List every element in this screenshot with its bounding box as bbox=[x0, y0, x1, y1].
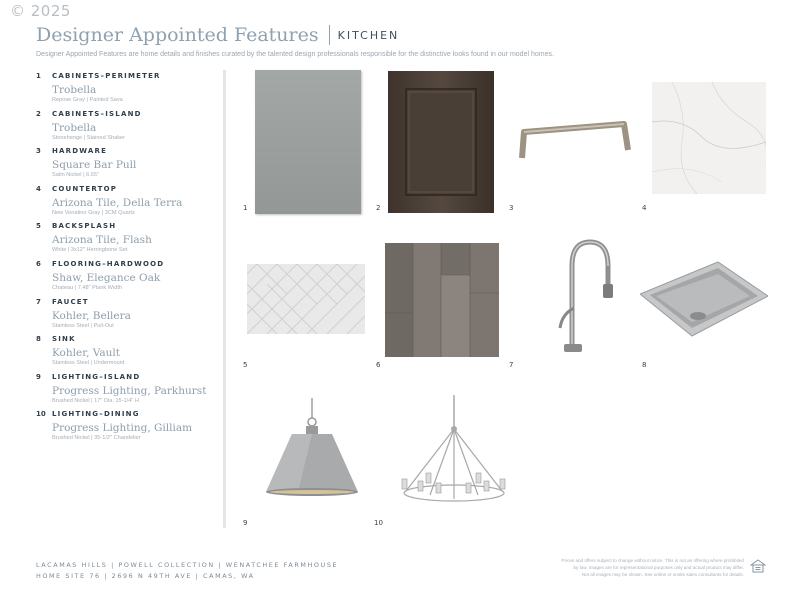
list-item bbox=[36, 373, 221, 411]
item-category: CABINETS–ISLAND bbox=[52, 109, 142, 118]
list-item bbox=[36, 260, 221, 298]
item-category: COUNTERTOP bbox=[52, 184, 118, 193]
vertical-divider bbox=[223, 70, 226, 528]
title-divider bbox=[329, 25, 330, 45]
page-title: Designer Appointed Features bbox=[36, 24, 319, 46]
item-spec: Brushed Nickel | 35-1/2" Chandelier bbox=[52, 435, 141, 442]
swatch-sink bbox=[640, 260, 768, 338]
item-category: LIGHTING–ISLAND bbox=[52, 372, 141, 381]
disclaimer-line-2: by law. Images are for representational purposes only and actual product may differ. bbox=[573, 565, 744, 570]
item-number: 1 bbox=[36, 72, 41, 80]
swatch-cabinets-island bbox=[388, 71, 494, 213]
item-product: Trobella bbox=[52, 121, 97, 134]
item-spec: Satin Nickel | 6.65" bbox=[52, 172, 99, 179]
item-number: 10 bbox=[36, 410, 46, 419]
item-spec: Brushed Nickel | 17" Dia. 15-1/4" H bbox=[52, 397, 139, 404]
item-product: Trobella bbox=[52, 84, 97, 96]
list-item bbox=[36, 298, 221, 336]
item-number: 5 bbox=[36, 222, 41, 231]
disclaimer-line-3: Not all images may be shown. See online or onsite sales consultants for details. bbox=[581, 572, 744, 577]
item-spec: Stainless Steel | Undermount bbox=[52, 360, 125, 367]
item-product: Progress Lighting, Parkhurst bbox=[52, 384, 207, 397]
item-label: 9 bbox=[243, 519, 248, 527]
item-spec: Repose Gray | Painted Sava bbox=[52, 97, 123, 103]
item-number: 4 bbox=[36, 184, 41, 193]
list-item bbox=[36, 335, 221, 373]
swatch-countertop bbox=[652, 82, 766, 194]
item-label: 6 bbox=[376, 361, 381, 369]
item-product: Kohler, Vault bbox=[52, 347, 120, 360]
page-header bbox=[36, 24, 780, 58]
item-label: 1 bbox=[243, 204, 248, 212]
item-product: Arizona Tile, Della Terra bbox=[52, 196, 183, 209]
item-spec: Chateau | 7.48" Plank Width bbox=[52, 284, 122, 291]
item-label: 5 bbox=[243, 361, 248, 369]
item-label: 8 bbox=[642, 361, 647, 369]
item-category: FLOORING–HARDWOOD bbox=[52, 259, 165, 268]
list-item bbox=[36, 147, 221, 185]
item-category: LIGHTING–DINING bbox=[52, 410, 140, 419]
item-label: 7 bbox=[509, 361, 514, 369]
footer-line-2: HOME SITE 76 | 2696 N 49TH AVE | CAMAS, WA bbox=[36, 572, 255, 580]
list-item bbox=[36, 110, 221, 148]
item-product: Square Bar Pull bbox=[52, 159, 137, 172]
footer-line-1: LACAMAS HILLS | POWELL COLLECTION | WENATCHEE FARMHOUSE bbox=[36, 561, 339, 569]
page-subtitle: Designer Appointed Features are home details and finishes curated by the talented design professionals responsible for the distinctive looks found in our model homes. bbox=[36, 51, 554, 58]
swatch-chandelier bbox=[396, 395, 512, 505]
list-item bbox=[36, 185, 221, 223]
list-item bbox=[36, 72, 221, 110]
item-spec: White | 3x12" Herringbone Set bbox=[52, 247, 128, 254]
item-category: FAUCET bbox=[52, 297, 89, 306]
item-product: Progress Lighting, Gilliam bbox=[52, 422, 193, 435]
item-number: 8 bbox=[36, 335, 41, 344]
item-category: BACKSPLASH bbox=[52, 222, 117, 231]
item-category: CABINETS–PERIMETER bbox=[52, 72, 161, 80]
item-category: HARDWARE bbox=[52, 147, 108, 156]
item-spec: Stainless Steel | Pull-Out bbox=[52, 322, 114, 329]
copyright-mark: © 2025 bbox=[10, 2, 71, 20]
item-product: Arizona Tile, Flash bbox=[52, 234, 152, 247]
swatch-cabinets-perimeter bbox=[255, 70, 361, 214]
swatch-flooring bbox=[385, 243, 499, 357]
swatch-faucet bbox=[550, 236, 616, 354]
equal-housing-icon bbox=[750, 559, 766, 573]
item-number: 2 bbox=[36, 109, 41, 118]
item-label: 4 bbox=[642, 204, 647, 212]
item-number: 3 bbox=[36, 147, 41, 156]
item-number: 9 bbox=[36, 372, 41, 381]
room-name: KITCHEN bbox=[337, 28, 400, 42]
swatch-pendant-light bbox=[262, 398, 362, 498]
swatch-hardware-pull bbox=[516, 118, 632, 166]
feature-list bbox=[36, 72, 221, 448]
item-product: Kohler, Bellera bbox=[52, 309, 131, 322]
footer-disclaimer bbox=[494, 557, 744, 578]
list-item bbox=[36, 410, 221, 448]
item-number: 7 bbox=[36, 297, 41, 306]
disclaimer-line-1: Prices and offers subject to change without notice. This is not an offering where prohibited bbox=[561, 558, 744, 563]
swatch-backsplash bbox=[247, 264, 365, 334]
item-label: 2 bbox=[376, 204, 381, 212]
footer-community-info bbox=[36, 560, 338, 582]
item-spec: Stonehenge | Stained Shaker bbox=[52, 134, 125, 141]
list-item bbox=[36, 222, 221, 260]
item-category: SINK bbox=[52, 335, 76, 344]
item-spec: New Venatino Gray | 3CM Quartz bbox=[52, 209, 135, 216]
item-number: 6 bbox=[36, 259, 41, 268]
item-label: 3 bbox=[509, 204, 514, 212]
item-product: Shaw, Elegance Oak bbox=[52, 271, 161, 284]
item-label: 10 bbox=[374, 519, 383, 527]
